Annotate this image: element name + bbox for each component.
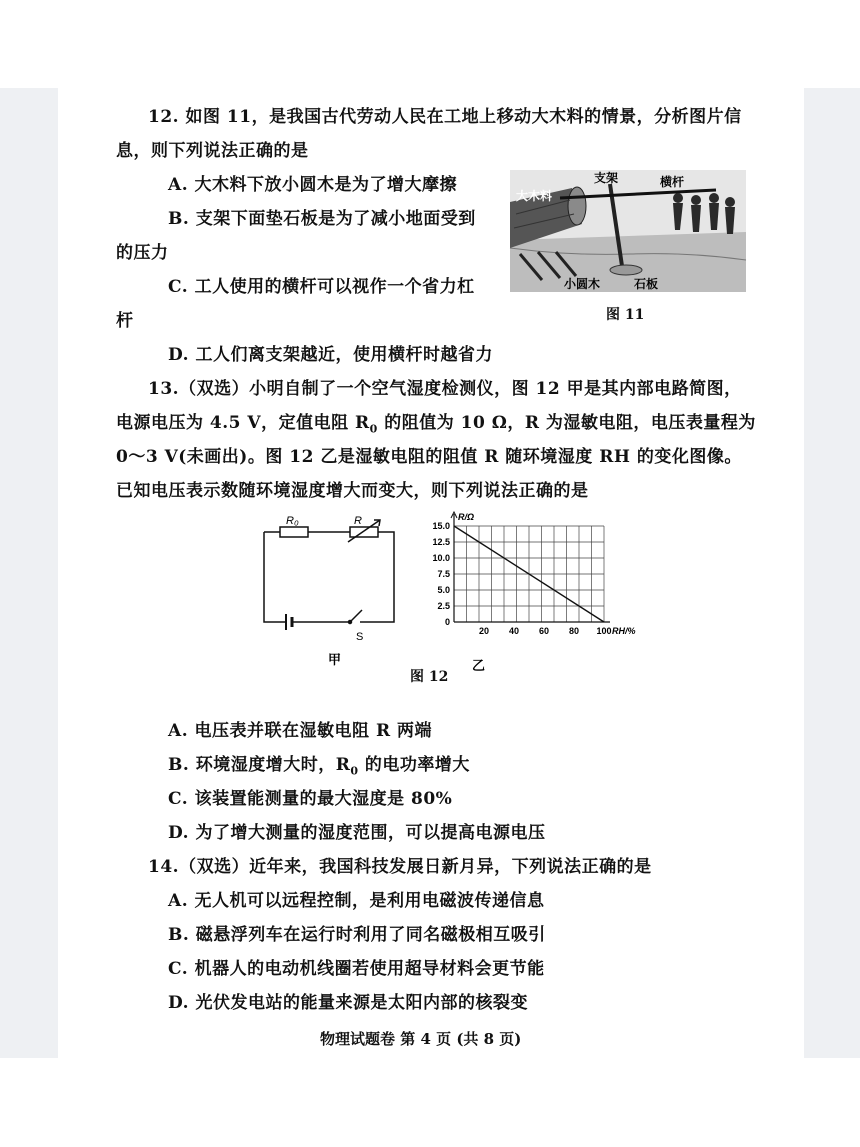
q13-option-c: C. 该装置能测量的最大湿度是 80% <box>168 789 453 809</box>
q12-option-a: A. 大木料下放小圆木是为了增大摩擦 <box>168 175 458 195</box>
x-tick-label: 100 <box>596 626 612 636</box>
label-stone: 石板 <box>634 277 659 291</box>
figure-11-caption: 图 11 <box>606 307 645 323</box>
figure-11-illustration <box>510 170 746 292</box>
resistor-r <box>350 527 378 537</box>
q13-option-d: D. 为了增大测量的湿度范围，可以提高电源电压 <box>168 823 546 843</box>
q13-stem-line3: 0～3 V(未画出)。图 12 乙是湿敏电阻的阻值 R 随环境湿度 RH 的变化图像。 <box>116 447 742 467</box>
x-tick-label: 60 <box>538 626 550 636</box>
figure-12 <box>258 506 636 676</box>
label-timber: 大木料 <box>516 189 553 203</box>
y-tick-label: 10.0 <box>432 553 450 563</box>
right-margin <box>804 88 860 1058</box>
q13-stem-line1: 13.（双选）小明自制了一个空气湿度检测仪，图 12 甲是其内部电路简图， <box>148 379 742 399</box>
label-r: R <box>354 515 362 527</box>
label-s: S <box>356 631 364 643</box>
x-tick-label: 20 <box>478 626 490 636</box>
circuit-diagram <box>264 520 394 630</box>
graph-caption: 乙 <box>472 658 486 673</box>
label-log: 小圆木 <box>564 277 601 291</box>
q13-option-b: B. 环境湿度增大时，$R_0$ 的电功率增大 <box>168 755 470 778</box>
x-tick-label: 80 <box>568 626 580 636</box>
x-axis-label: RH/% <box>612 626 636 636</box>
variable-arrow <box>348 520 380 542</box>
page-footer: 物理试题卷 第 4 页 (共 8 页) <box>320 1030 522 1048</box>
q14-option-c: C. 机器人的电动机线圈若使用超导材料会更节能 <box>168 959 545 979</box>
resistor-r0 <box>280 527 308 537</box>
q14-option-b: B. 磁悬浮列车在运行时利用了同名磁极相互吸引 <box>168 925 546 945</box>
switch-s <box>350 610 362 622</box>
label-support: 支架 <box>594 171 619 185</box>
y-tick-label: 0 <box>444 617 450 627</box>
humidity-graph <box>432 512 635 636</box>
q12-option-b-line1: B. 支架下面垫石板是为了减小地面受到 <box>168 209 476 229</box>
q14-stem: 14.（双选）近年来，我国科技发展日新月异，下列说法正确的是 <box>148 857 652 877</box>
stone-slab <box>610 265 642 275</box>
y-tick-label: 7.5 <box>437 569 450 579</box>
y-axis-label: R/Ω <box>458 512 475 522</box>
label-r0: R₀ <box>286 515 299 527</box>
q12-stem-line2: 息，则下列说法正确的是 <box>116 141 309 161</box>
q12-option-d: D. 工人们离支架越近，使用横杆时越省力 <box>168 345 493 365</box>
q12-option-c-line2: 杆 <box>116 311 134 331</box>
q14-option-d: D. 光伏发电站的能量来源是太阳内部的核裂变 <box>168 993 528 1013</box>
y-tick-label: 15.0 <box>432 521 450 531</box>
q14-option-a: A. 无人机可以远程控制，是利用电磁波传递信息 <box>168 891 545 911</box>
y-tick-label: 5.0 <box>437 585 450 595</box>
y-tick-label: 12.5 <box>432 537 450 547</box>
circuit-caption: 甲 <box>328 652 342 667</box>
label-bar: 横杆 <box>660 175 685 189</box>
q12-stem-line1: 12. 如图 11，是我国古代劳动人民在工地上移动大木料的情景，分析图片信 <box>148 107 742 127</box>
left-margin <box>0 88 58 1058</box>
x-tick-label: 40 <box>508 626 520 636</box>
q13-stem-line2: 电源电压为 4.5 V，定值电阻 $R_0$ 的阻值为 10 Ω，R 为湿敏电阻，电压表量程为 <box>116 413 756 436</box>
exam-page <box>58 88 804 1058</box>
q12-option-b-line2: 的压力 <box>116 243 169 263</box>
q13-option-a: A. 电压表并联在湿敏电阻 R 两端 <box>168 721 432 741</box>
q12-option-c-line1: C. 工人使用的横杆可以视作一个省力杠 <box>168 277 475 297</box>
q13-stem-line4: 已知电压表示数随环境湿度增大而变大，则下列说法正确的是 <box>116 481 589 501</box>
figure-12-caption: 图 12 <box>410 669 449 685</box>
y-tick-label: 2.5 <box>437 601 450 611</box>
